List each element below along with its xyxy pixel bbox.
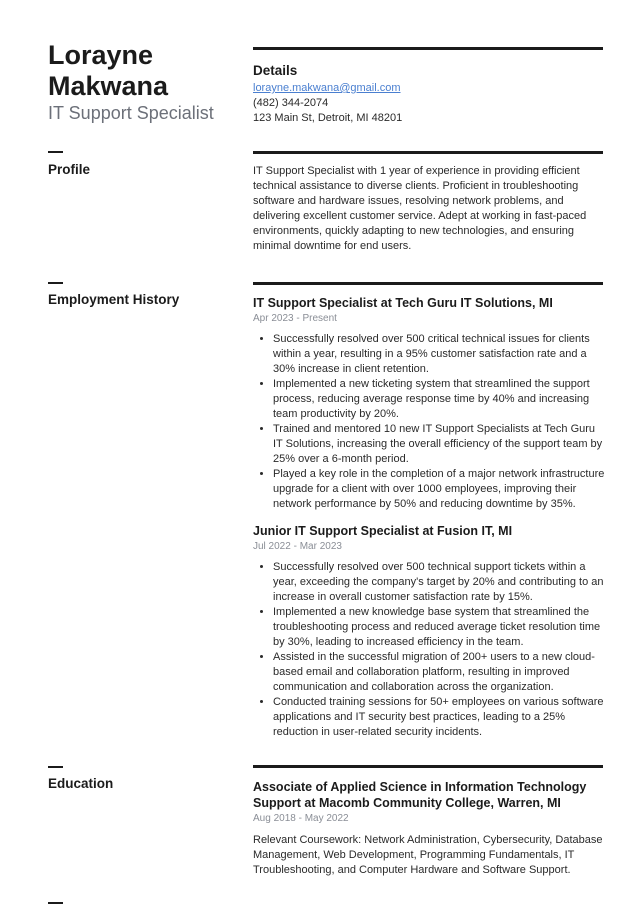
education-entry <box>253 779 605 878</box>
employment-dash <box>48 282 63 284</box>
bullet-item: • Conducted training sessions for 50+ employees on various software applications and IT security best practices, leading to a 25% reduction in user-related security incidents. <box>273 695 605 740</box>
candidate-title: IT Support Specialist <box>48 103 214 123</box>
job-entry-1 <box>253 295 605 512</box>
bullet-item: • Successfully resolved over 500 critical technical issues for clients within a year, resulting in a 95% customer satisfaction rate and a 30% increase in client retention. <box>273 332 605 377</box>
bullet-item: • Assisted in the successful migration of 200+ users to a new cloud-based email and collaboration platform, resulting in improved communication and collaboration across the organization. <box>273 650 605 695</box>
education-title: Associate of Applied Science in Information Technology Support at Macomb Community College, Warren, MI <box>253 780 587 810</box>
bullet-item: • Trained and mentored 10 new IT Support Specialists at Tech Guru IT Solutions, increasing the overall efficiency of the support team by 25% over a 6-month period. <box>273 422 605 467</box>
details-block <box>253 62 605 126</box>
bullet-item: • Implemented a new ticketing system that streamlined the support process, reducing average response time by 40% and increasing team productivity by 20%. <box>273 377 605 422</box>
details-rule <box>253 47 603 50</box>
candidate-name: Lorayne Makwana <box>48 40 169 101</box>
profile-dash <box>48 151 63 153</box>
job-title: IT Support Specialist at Tech Guru IT Solutions, MI <box>253 296 553 310</box>
bullet-item: • Played a key role in the completion of a major network infrastructure upgrade for a client with over 1000 employees, improving their network performance by 50% and reducing downtime by 35%. <box>273 467 605 512</box>
profile-text: IT Support Specialist with 1 year of experience in providing efficient technical assistance to diverse clients. Proficient in troubleshooting software and hardware issues, resolving network problems, and delivering excellent customer service. Adept at working in fast-paced environments, quickly adapting to new technologies, and ensuring minimal downtime for end users. <box>253 165 587 252</box>
bullet-item: • Implemented a new knowledge base system that streamlined the troubleshooting process and reduced average ticket resolution time by 30%, leading to increased efficiency in the team. <box>273 605 605 650</box>
job-dates: Apr 2023 - Present <box>253 313 337 324</box>
job-entry-2 <box>253 523 605 740</box>
profile-rule <box>253 151 603 154</box>
education-heading: Education <box>48 776 114 791</box>
education-coursework: Relevant Coursework: Network Administration, Cybersecurity, Database Management, Web Development, Programming Fundamentals, IT Troubleshooting, and Computer Hardware and Software Support. <box>253 834 603 876</box>
address-text: 123 Main St, Detroit, MI 48201 <box>253 112 403 124</box>
email-link[interactable]: lorayne.makwana@gmail.com <box>253 82 401 94</box>
job-bullets <box>253 332 605 512</box>
employment-rule <box>253 282 603 285</box>
bullet-item: • Successfully resolved over 500 technical support tickets within a year, exceeding the company's target by 20% and contributing to an increase in overall customer satisfaction rate by 15%. <box>273 560 605 605</box>
profile-heading: Profile <box>48 162 91 177</box>
job-dates: Jul 2022 - Mar 2023 <box>253 541 342 552</box>
education-dates: Aug 2018 - May 2022 <box>253 813 349 824</box>
job-bullets <box>253 560 605 740</box>
education-dash <box>48 766 63 768</box>
phone-text: (482) 344-2074 <box>253 97 329 109</box>
education-rule <box>253 765 603 768</box>
details-heading: Details <box>253 63 298 78</box>
employment-heading: Employment History <box>48 292 180 307</box>
job-title: Junior IT Support Specialist at Fusion IT, MI <box>253 524 513 538</box>
section-dash <box>48 902 63 904</box>
